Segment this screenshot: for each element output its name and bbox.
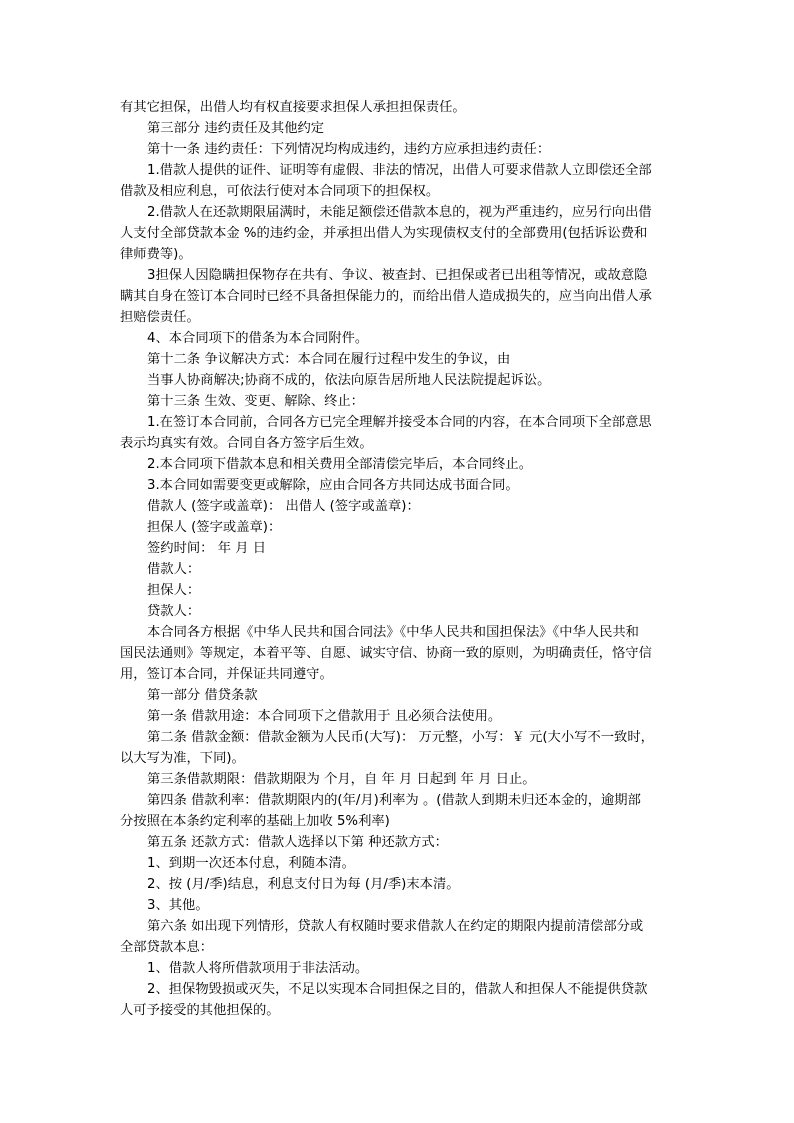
text-line: 借款人 (签字或盖章)： 出借人 (签字或盖章)： xyxy=(147,499,420,514)
text-line: 当事人协商解决;协商不成的，依法向原告居所地人民法院提起诉讼。 xyxy=(147,373,551,388)
text-line: 第五条 还款方式：借款人选择以下第 种还款方式： xyxy=(147,835,448,850)
text-line: 第四条 借款利率：借款期限内的(年/月)利率为 。(借款人到期未归还本金的，逾期部 xyxy=(147,793,641,808)
text-line: 1.借款人提供的证件、证明等有虚假、非法的情况，出借人可要求借款人立即偿还全部 xyxy=(147,163,652,178)
text-line: 国民法通则》等规定，本着平等、自愿、诚实守信、协商一致的原则，为明确责任，恪守信 xyxy=(120,646,652,661)
text-line: 担保人： xyxy=(147,583,201,598)
text-line: 2、担保物毁损或灭失，不足以实现本合同担保之目的，借款人和担保人不能提供贷款 xyxy=(147,982,648,997)
text-line: 2.借款人在还款期限届满时，未能足额偿还借款本息的，视为严重违约，应另行向出借 xyxy=(147,205,652,220)
text-line: 第十二条 争议解决方式：本合同在履行过程中发生的争议，由 xyxy=(147,352,511,367)
text-line: 第六条 如出现下列情形，贷款人有权随时要求借款人在约定的期限内提前清偿部分或 xyxy=(147,919,644,934)
text-line: 2、按 (月/季)结息，利息支付日为每 (月/季)末本清。 xyxy=(147,877,460,892)
text-line: 瞒其自身在签订本合同时已经不具备担保能力的，而给出借人造成损失的，应当向出借人承 xyxy=(120,289,652,304)
document-body xyxy=(120,97,685,1021)
text-line: 第一部分 借贷条款 xyxy=(147,688,258,703)
text-line: 4、本合同项下的借条为本合同附件。 xyxy=(147,331,369,346)
text-line: 3.本合同如需要变更或解除，应由合同各方共同达成书面合同。 xyxy=(147,478,519,493)
text-line: 第三部分 违约责任及其他约定 xyxy=(147,121,325,136)
text-line: 3担保人因隐瞒担保物存在共有、争议、被查封、已担保或者已出租等情况，或故意隐 xyxy=(147,268,648,283)
text-line: 担保人 (签字或盖章)： xyxy=(147,520,282,535)
text-line: 律师费等)。 xyxy=(120,247,192,262)
text-line: 第三条借款期限：借款期限为 个月，自 年 月 日起到 年 月 日止。 xyxy=(147,772,536,787)
text-line: 借款人： xyxy=(147,562,201,577)
text-line: 第十三条 生效、变更、解除、终止： xyxy=(147,394,364,409)
text-line: 人支付全部贷款本金 %的违约金，并承担出借人为实现债权支付的全部费用(包括诉讼费和 xyxy=(120,226,648,241)
text-line: 以大写为准，下同)。 xyxy=(120,751,245,766)
text-line: 用，签订本合同，并保证共同遵守。 xyxy=(120,667,333,682)
text-line: 表示均真实有效。合同自各方签字后生效。 xyxy=(120,436,373,451)
text-line: 本合同各方根据《中华人民共和国合同法》《中华人民共和国担保法》《中华人民共和 xyxy=(147,625,639,640)
text-line: 1、借款人将所借款项用于非法活动。 xyxy=(147,961,369,976)
text-line: 人可予接受的其他担保的。 xyxy=(120,1003,280,1018)
text-line: 第十一条 违约责任：下列情况均构成违约，违约方应承担违约责任： xyxy=(147,142,551,157)
text-line: 1.在签订本合同前，合同各方已完全理解并接受本合同的内容，在本合同项下全部意思 xyxy=(147,415,652,430)
text-line: 全部贷款本息： xyxy=(120,940,214,955)
text-line: 3、其他。 xyxy=(147,898,209,913)
text-line: 有其它担保，出借人均有权直接要求担保人承担担保责任。 xyxy=(120,100,466,115)
text-line: 第一条 借款用途：本合同项下之借款用于 且必须合法使用。 xyxy=(147,709,502,724)
text-line: 贷款人： xyxy=(147,604,201,619)
text-line: 借款及相应利息，可依法行使对本合同项下的担保权。 xyxy=(120,184,440,199)
text-line: 第二条 借款金额：借款金额为人民币(大写)： 万元整，小写：￥ 元(大小写不一致时， xyxy=(147,730,654,745)
text-line: 担赔偿责任。 xyxy=(120,310,200,325)
text-line: 签约时间： 年 月 日 xyxy=(147,541,267,556)
text-line: 1、到期一次还本付息，利随本清。 xyxy=(147,856,355,871)
text-line: 分按照在本条约定利率的基础上加收 5%利率) xyxy=(120,814,390,829)
text-line: 2.本合同项下借款本息和相关费用全部清偿完毕后，本合同终止。 xyxy=(147,457,532,472)
